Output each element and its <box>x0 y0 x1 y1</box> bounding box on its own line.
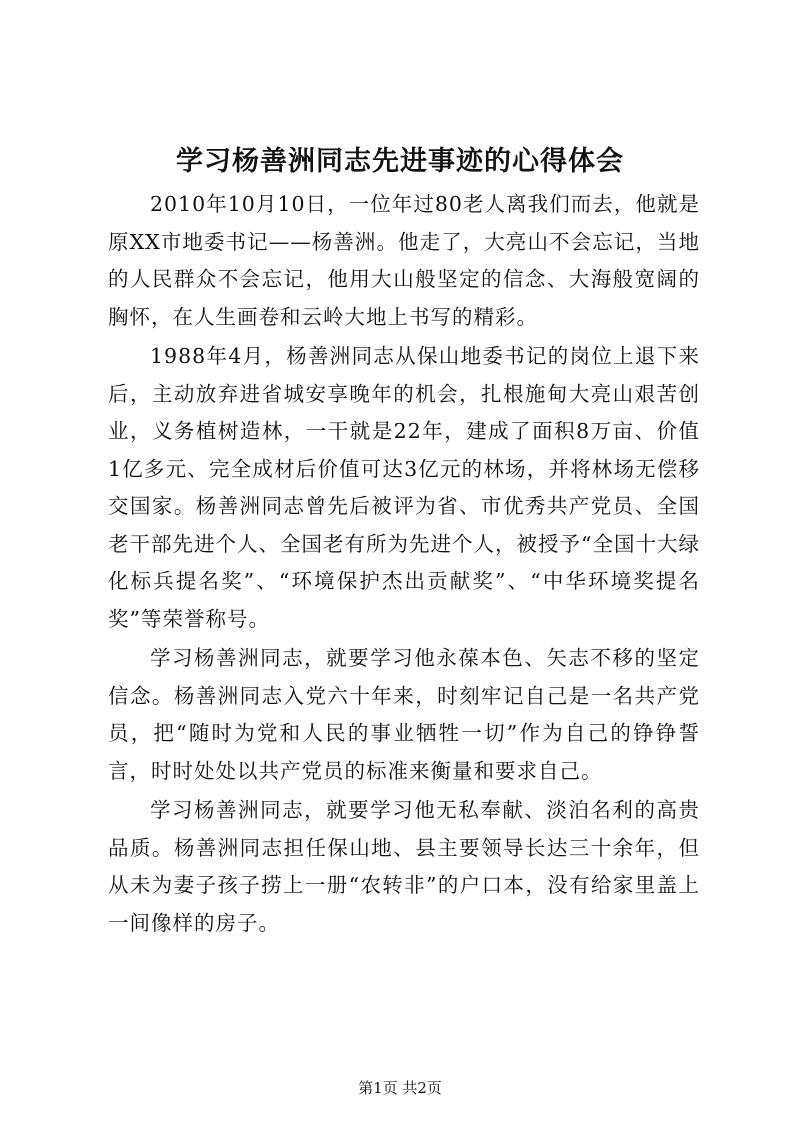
paragraph-2: 1988年4月，杨善洲同志从保山地委书记的岗位上退下来后，主动放弃进省城安享晚年的机会，扎根施甸大亮山艰苦创业，义务植树造林，一干就是22年，建成了面积8万亩、价值1亿多元、完全成材后价值可达3亿元的林场，并将林场无偿移交国家。杨善洲同志曾先后被评为省、市优秀共产党员、全国老干部先进个人、全国老有所为先进个人，被授予“全国十大绿化标兵提名奖”、“环境保护杰出贡献奖”、“中华环境奖提名奖”等荣誉称号。 <box>108 344 700 631</box>
document-title: 学习杨善洲同志先进事迹的心得体会 <box>176 146 624 177</box>
paragraph-1: 2010年10月10日，一位年过80老人离我们而去，他就是原XX市地委书记——杨善洲。他走了，大亮山不会忘记，当地的人民群众不会忘记，他用大山般坚定的信念、大海般宽阔的胸怀，在人生画卷和云岭大地上书写的精彩。 <box>108 192 700 329</box>
page-number-footer: 第1页 共2页 <box>358 1079 442 1097</box>
document-body <box>108 186 700 944</box>
paragraph-4: 学习杨善洲同志，就要学习他无私奉献、淡泊名利的高贵品质。杨善洲同志担任保山地、县主要领导长达三十余年，但从未为妻子孩子捞上一册“农转非”的户口本，没有给家里盖上一间像样的房子。 <box>108 798 700 935</box>
paragraph-3: 学习杨善洲同志，就要学习他永葆本色、矢志不移的坚定信念。杨善洲同志入党六十年来，时刻牢记自己是一名共产党员，把“随时为党和人民的事业牺牲一切”作为自己的铮铮誓言，时时处处以共产党员的标准来衡量和要求自己。 <box>108 646 700 783</box>
